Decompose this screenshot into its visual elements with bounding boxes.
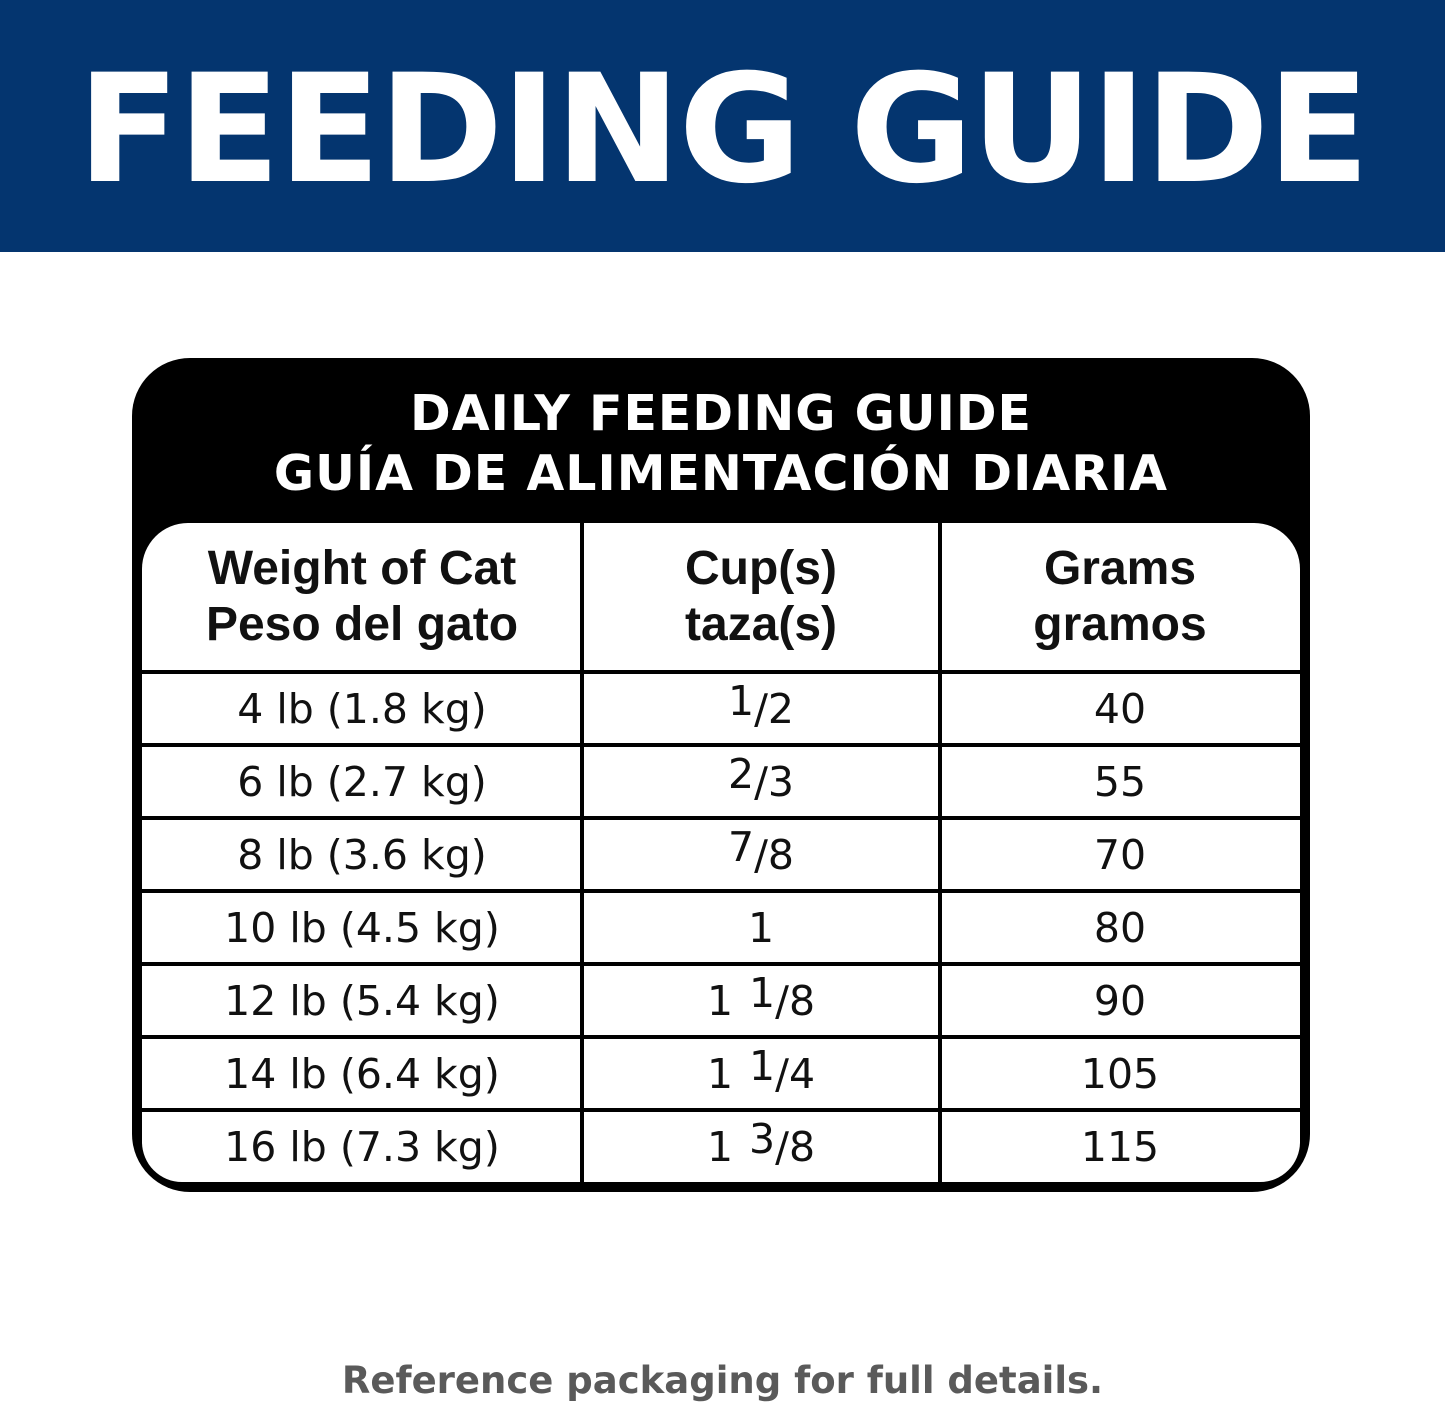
column-header-weight-english: Weight of Cat xyxy=(207,541,517,595)
table-heading-spanish: GUÍA DE ALIMENTACIÓN DIARIA xyxy=(273,445,1169,502)
weight-cell: 4 lb (1.8 kg) xyxy=(237,684,487,733)
table-row xyxy=(142,1039,1300,1108)
grams-cell: 105 xyxy=(1080,1049,1160,1098)
cups-cell xyxy=(582,893,940,962)
cups-numerator: 1 xyxy=(749,968,776,1017)
column-header-weight xyxy=(142,523,582,670)
cups-numerator: 1 xyxy=(749,1041,776,1090)
grams-cell: 115 xyxy=(1080,1122,1160,1171)
footer-note: Reference packaging for full details. xyxy=(341,1359,1104,1402)
table-row xyxy=(142,893,1300,962)
table-body xyxy=(142,523,1300,1182)
column-header-grams-spanish: gramos xyxy=(1033,597,1207,651)
weight-cell: 8 lb (3.6 kg) xyxy=(237,830,487,879)
table-row xyxy=(142,674,1300,743)
weight-cell: 14 lb (6.4 kg) xyxy=(224,1049,500,1098)
column-divider xyxy=(938,523,942,1182)
column-header-grams xyxy=(940,523,1300,670)
table-row xyxy=(142,820,1300,889)
table-header-row xyxy=(142,523,1300,670)
header-banner xyxy=(0,0,1445,252)
grams-cell: 40 xyxy=(1093,684,1147,733)
cups-numerator: 3 xyxy=(749,1114,776,1163)
grams-cell: 55 xyxy=(1093,757,1147,806)
column-header-weight-spanish: Peso del gato xyxy=(205,597,519,651)
cups-numerator: 2 xyxy=(728,749,755,798)
grams-cell: 70 xyxy=(1093,830,1147,879)
table-row xyxy=(142,1112,1300,1181)
cups-numerator: 1 xyxy=(728,676,755,725)
cups-denominator: /8 xyxy=(775,976,816,1025)
cups-cell xyxy=(582,1112,940,1181)
cups-whole: 1 xyxy=(706,976,734,1025)
cups-denominator: /8 xyxy=(754,830,794,879)
weight-cell: 6 lb (2.7 kg) xyxy=(237,757,487,806)
cups-cell xyxy=(582,820,940,889)
cups-numerator: 7 xyxy=(728,822,755,871)
cups-denominator: /2 xyxy=(754,684,794,733)
cups-whole: 1 xyxy=(706,1049,734,1098)
weight-cell: 10 lb (4.5 kg) xyxy=(224,903,500,952)
cups-cell xyxy=(582,966,940,1035)
weight-cell: 16 lb (7.3 kg) xyxy=(224,1122,500,1171)
cups-cell xyxy=(582,747,940,816)
cups-cell xyxy=(582,674,940,743)
table-heading-english: DAILY FEEDING GUIDE xyxy=(410,385,1032,442)
column-header-cups xyxy=(582,523,940,670)
column-divider xyxy=(580,523,584,1182)
cups-denominator: /3 xyxy=(754,757,794,806)
column-header-grams-english: Grams xyxy=(1043,541,1197,595)
table-row xyxy=(142,966,1300,1035)
column-header-cups-spanish: taza(s) xyxy=(684,597,838,651)
cups-whole: 1 xyxy=(747,903,775,952)
column-header-cups-english: Cup(s) xyxy=(685,541,837,595)
grams-cell: 90 xyxy=(1093,976,1147,1025)
table-row xyxy=(142,747,1300,816)
weight-cell: 12 lb (5.4 kg) xyxy=(224,976,500,1025)
cups-denominator: /4 xyxy=(775,1049,816,1098)
daily-feeding-guide-table xyxy=(132,358,1310,1192)
cups-whole: 1 xyxy=(706,1122,734,1171)
table-heading xyxy=(132,384,1310,504)
cups-denominator: /8 xyxy=(775,1122,816,1171)
page-title: FEEDING GUIDE xyxy=(77,43,1368,217)
cups-cell xyxy=(582,1039,940,1108)
grams-cell: 80 xyxy=(1093,903,1147,952)
